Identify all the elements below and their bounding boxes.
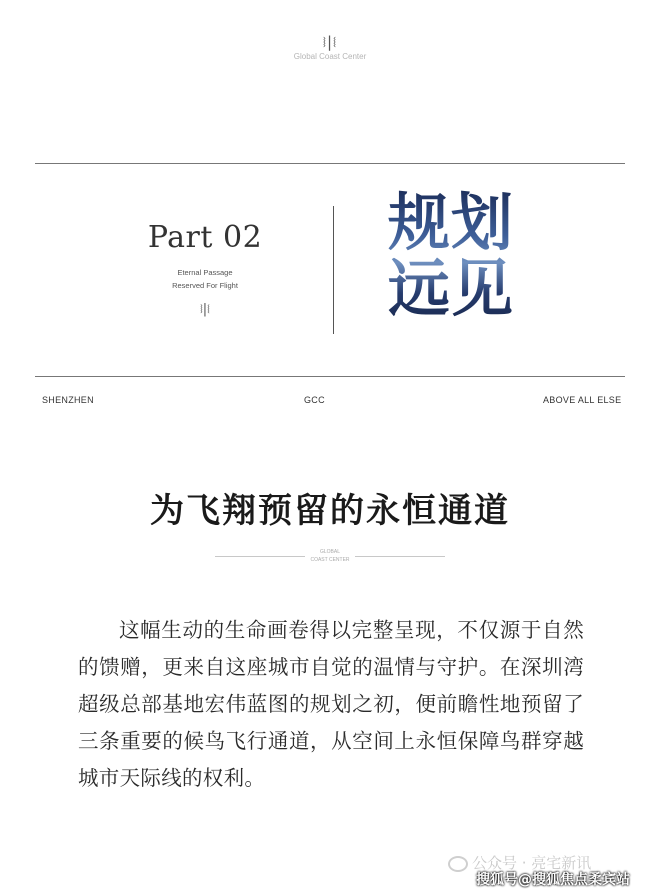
- vertical-divider: [333, 206, 334, 334]
- part-subtitle-line2: Reserved For Flight: [172, 281, 238, 290]
- section-emblem: [215, 548, 445, 566]
- part-title: Part 02: [147, 220, 263, 255]
- hero-title-line1: 规划: [388, 186, 515, 259]
- top-divider: [35, 163, 625, 164]
- emblem-line-right: [355, 556, 445, 557]
- emblem-line2: COAST CENTER: [310, 557, 350, 563]
- part-subtitle-line1: Eternal Passage: [177, 268, 233, 277]
- hero-title-line2: 远见: [388, 252, 515, 325]
- part-mark-icon: ⧘|⧙: [200, 302, 210, 317]
- emblem-line1: GLOBAL: [319, 549, 340, 555]
- logo-mark-icon: ⧘|⧙: [322, 33, 338, 51]
- body-paragraph: 这幅生动的生命画卷得以完整呈现，不仅源于自然的馈赠，更来自这座城市自觉的温情与守护。在深圳湾超级总部基地宏伟蓝图的规划之初，便前瞻性地预留了三条重要的候鸟飞行通道，从空间上永恒保障鸟群穿越城市天际线的权利。: [78, 618, 584, 790]
- sohu-watermark: 搜狐号@搜狐焦点柔宾站: [476, 872, 630, 888]
- meta-left: SHENZHEN: [42, 395, 94, 405]
- emblem-text: [307, 548, 353, 564]
- hero-title: [388, 186, 538, 325]
- part-block: [135, 218, 275, 317]
- logo-text: Global Coast Center: [293, 52, 367, 61]
- part-subtitle: [135, 266, 275, 292]
- wechat-icon: [448, 856, 468, 872]
- emblem-line-left: [215, 556, 305, 557]
- section-title: 为飞翔预留的永恒通道: [150, 491, 510, 531]
- wechat-watermark-text: 公众号 · 亮宅新讯: [472, 854, 592, 872]
- meta-right: ABOVE ALL ELSE: [543, 395, 622, 405]
- bottom-divider: [35, 376, 625, 377]
- brand-logo: [0, 34, 660, 61]
- meta-center: GCC: [304, 395, 325, 405]
